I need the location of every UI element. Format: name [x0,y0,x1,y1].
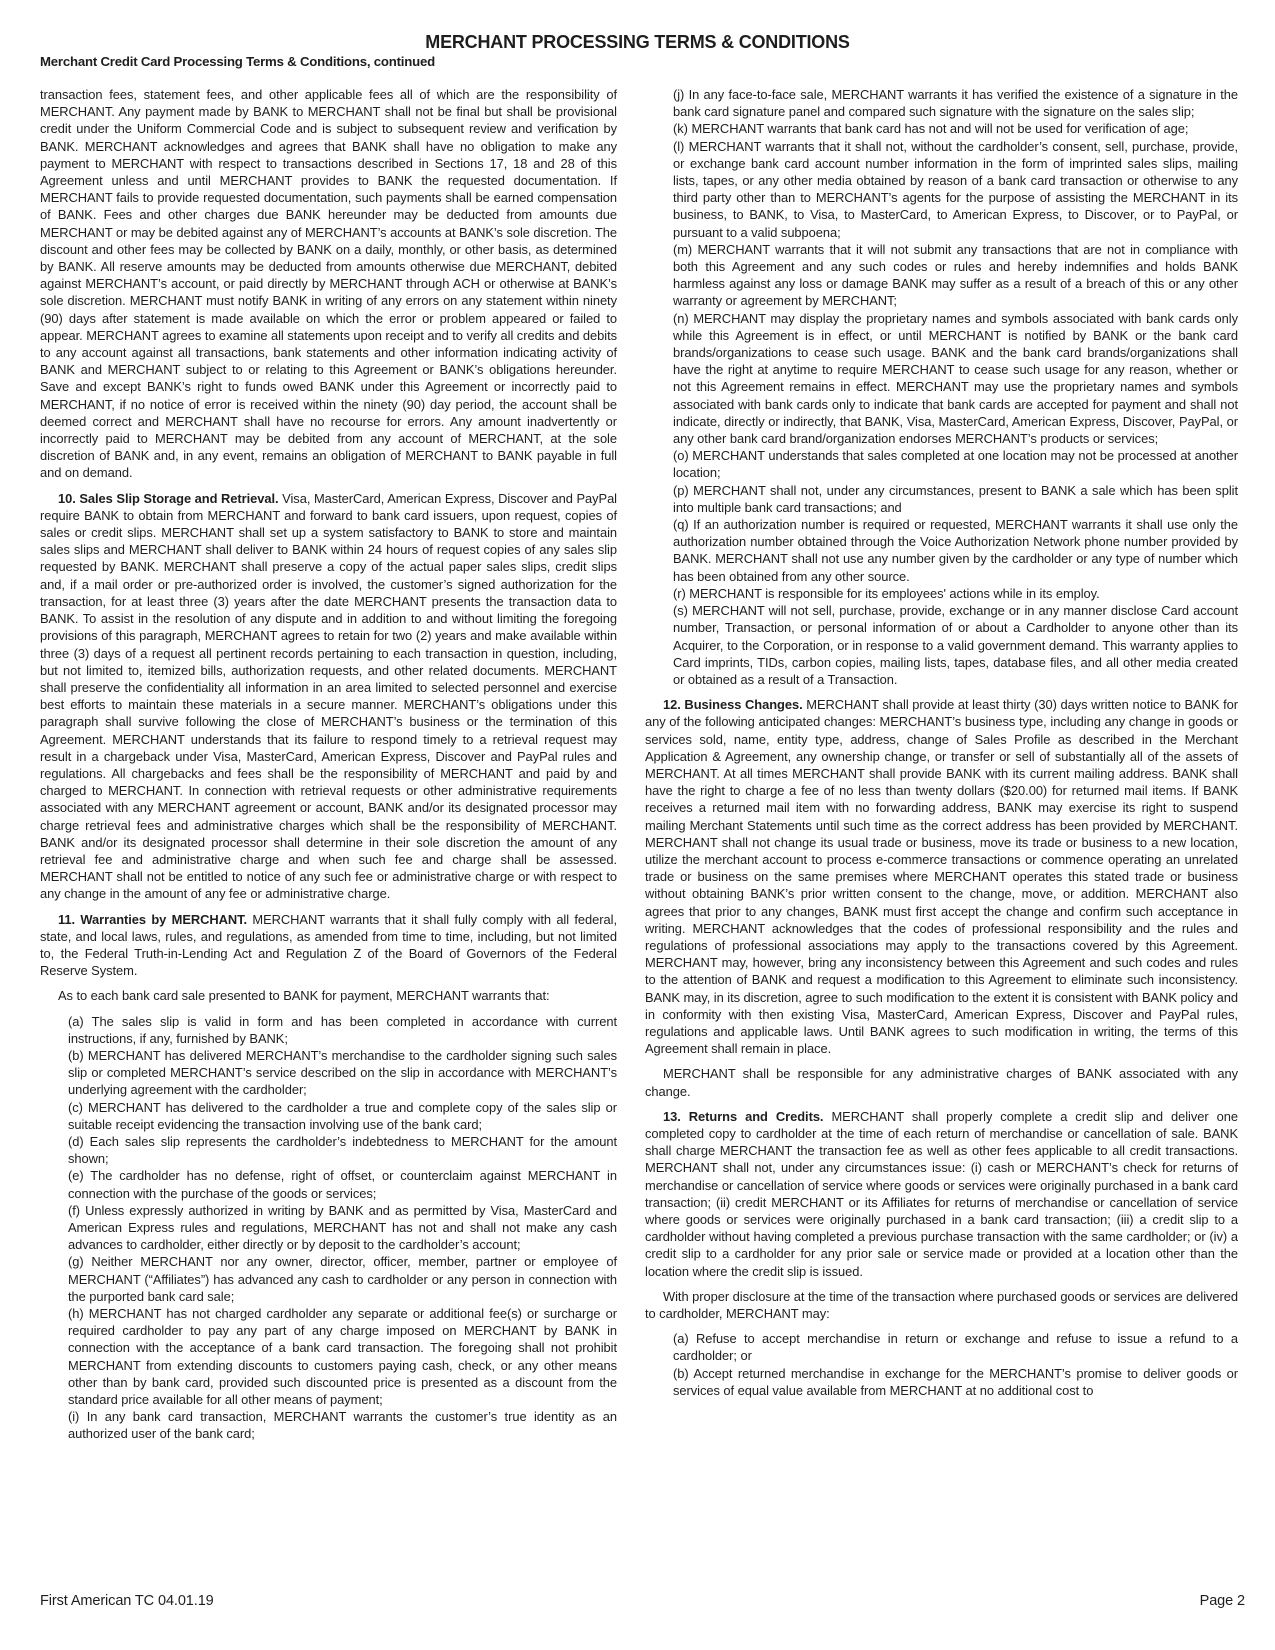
list-item-text: MERCHANT is responsible for its employees' actions while in its employ. [689,585,1100,601]
list-item-label: (m) [673,241,693,257]
list-item-b [68,1047,617,1099]
list-item-label: (f) [68,1202,81,1218]
list-item-label: (a) [68,1013,84,1029]
footer-doc-id: First American TC 04.01.19 [40,1593,214,1609]
list-item-label: (k) [673,121,688,137]
paragraph: As to each bank card sale presented to BANK for payment, MERCHANT warrants that: [58,988,550,1004]
list-item-e [68,1167,617,1201]
list-item-label: (l) [673,138,685,154]
list-item-label: (i) [68,1409,80,1425]
list-item-i [68,1408,617,1442]
list-item-label: (n) [673,310,689,326]
list-item-b [673,1365,1238,1399]
list-item-a [673,1330,1238,1364]
list-item-s [673,602,1238,688]
list-item-k [673,120,1238,137]
footer-page-number: Page 2 [1199,1593,1245,1609]
list-item-text: The cardholder has no defense, right of offset, or counterclaim against MERCHANT in connection with the purchase of the goods or services; [68,1168,617,1201]
left-column [40,86,617,1443]
section-text: MERCHANT shall provide at least thirty (30) days written notice to BANK for any of the following anticipated changes: MERCHANT’s business type, including any change in goods or services sold, name, entity type, address, change of Sales Profile as described in the Merchant Application & Agreement, any ownership change, or transfer or sell of substantially all of the assets of MERCHANT. At all times MERCHANT shall provide BANK with its current mailing address. BANK shall have the right to charge a fee of no less than twenty dollars ($20.00) for returned mail items. If BANK receives a returned mail item with no forwarding address, BANK may exercise its right to suspend mailing Merchant Statements until such time as the correct address has been provided by MERCHANT. MERCHANT shall not change its usual trade or business, move its trade or business to a new location, utilize the merchant account to process e-commerce transactions or commence operating an unrelated trade or business on the same premises where MERCHANT operates this stated trade or business without obtaining BANK’s prior written consent to the change, move, or addition. MERCHANT also agrees that prior to any changes, BANK must first accept the change and confirm such acceptance in writing. MERCHANT acknowledges that the codes of professional responsibility and the rules and regulations of professional associations may apply to the transactions covered by this Agreement. MERCHANT may, however, bring any inconsistency between this Agreement and such codes and rules to the attention of BANK and request a modification to this Agreement to eliminate such inconsistency. BANK may, in its discretion, agree to such modification to the extent it is consistent with BANK policy and in conformity with then existing Visa, MasterCard, American Express, Discover and PayPal rules, regulations and applicable laws. Until BANK agrees to such modification in writing, the terms of this Agreement shall remain in place. [645,697,1238,1057]
section-paragraph [645,696,1238,1057]
list-item-label: (j) [673,87,685,102]
section-paragraph [40,911,617,980]
list-item-text: Neither MERCHANT nor any owner, director, officer, member, partner or employee of MERCHANT (“Affiliates”) has advanced any cash to cardholder or any person in connection with the purported bank card sale; [68,1254,617,1304]
list-item-p [673,482,1238,516]
list-item-label: (r) [673,585,686,601]
list-item-text: MERCHANT warrants that bank card has not and will not be used for verification of age; [691,121,1189,137]
list-item-label: (h) [68,1306,84,1322]
section-text: Visa, MasterCard, American Express, Discover and PayPal require BANK to obtain from MERCHANT and forward to bank card issuers, upon request, copies of sales or credit slips. MERCHANT shall set up a system satisfactory to BANK to store and maintain sales slips and MERCHANT shall deliver to BANK within 24 hours of request copies of any sales slip requested by BANK. MERCHANT shall preserve a copy of the actual paper sales slips, credit slips and, if a mail order or pre-authorized order is involved, the customer’s signed authorization for the transaction, for at least three (3) years after the date MERCHANT presents the transaction data to BANK. To assist in the resolution of any dispute and in addition to and without limiting the foregoing provisions of this paragraph, MERCHANT agrees to retain for two (2) years and make available within three (3) days of a request all pertinent records pertaining to each transaction in question, including, but not limited to, itemized bills, authorization requests, and other related documents. MERCHANT shall preserve the confidentiality all information in an area limited to selected personnel and exercise best efforts to maintain these materials in a secure manner. MERCHANT’s obligations under this paragraph shall survive following the close of MERCHANT’s business or the termination of this Agreement. MERCHANT understands that its failure to respond timely to a retrieval request may result in a chargeback under Visa, MasterCard, American Express, Discover and PayPal rules and regulations. All chargebacks and fees shall be the responsibility of MERCHANT and paid by and charged to MERCHANT. In connection with retrieval requests or other administrative requirements associated with any MERCHANT agreement or account, BANK and/or its designated processor may charge retrieval fees and administrative charges which shall be the responsibility of MERCHANT. BANK and/or its designated processor shall determine in their sole discretion the amount of any retrieval fee and administrative charge and when such fee and charge shall be assessed. MERCHANT shall not be entitled to notice of any such fee or administrative charge or with respect to any change in the amount of any fee or administrative charge. [40,490,617,902]
section-paragraph [645,1108,1238,1280]
section-heading: 11. Warranties by MERCHANT. [58,911,248,927]
list-item-label: (b) [68,1047,84,1063]
list-item-label: (g) [68,1254,84,1270]
list-item-q [673,516,1238,585]
list-item-label: (c) [68,1099,83,1115]
list-item-text: The sales slip is valid in form and has been completed in accordance with current instructions, if any, furnished by BANK; [68,1013,617,1046]
list-item-r [673,585,1238,602]
list-item-label: (d) [68,1133,84,1149]
list-item-label: (q) [673,517,689,533]
list-item-a [68,1013,617,1047]
list-item-text: In any bank card transaction, MERCHANT warrants the customer’s true identity as an authorized user of the bank card; [68,1409,617,1442]
list-item-label: (b) [673,1365,689,1381]
list-item-m [673,241,1238,310]
section-text: MERCHANT warrants that it shall fully comply with all federal, state, and local laws, rules, and regulations, as amended from time to time, including, but not limited to, the Federal Truth-in-Lending Act and Regulation Z of the Board of Governors of the Federal Reserve System. [40,911,617,979]
paragraph: With proper disclosure at the time of the transaction where purchased goods or services are delivered to cardholder, MERCHANT may: [645,1288,1238,1322]
list-item-text: MERCHANT has delivered MERCHANT’s merchandise to the cardholder signing such sales slip or completed MERCHANT’s service described on the slip in accordance with MERCHANT’s underlying agreement with the cardholder; [68,1047,617,1098]
list-item-text: MERCHANT has delivered to the cardholder a true and complete copy of the sales slip or suitable receipt evidencing the transaction involving use of the bank card; [68,1099,617,1132]
list-item-g [68,1253,617,1305]
list-item-text: Unless expressly authorized in writing by BANK and as permitted by Visa, MasterCard and American Express rules and regulations, MERCHANT has not and shall not make any cash advances to cardholder, either directly or by deposit to the cardholder’s account; [68,1202,617,1253]
section-heading: 10. Sales Slip Storage and Retrieval. [58,490,279,506]
list-item-text: MERCHANT warrants that it shall not, without the cardholder’s consent, sell, purchase, provide, or exchange bank card account number information in the form of imprinted sales slips, mailing lists, tapes, or any other media obtained by reason of a bank card transaction or otherwise to any third party other than to MERCHANT’s agents for the purpose of assisting the MERCHANT in its business, to BANK, to Visa, to MasterCard, to American Express, to Discover, or to PayPal, or pursuant to a valid subpoena; [673,138,1238,240]
list-item-text: MERCHANT shall not, under any circumstances, present to BANK a sale which has been split into multiple bank card transactions; and [673,482,1238,515]
section-paragraph [40,490,617,903]
section-heading: 12. Business Changes. [663,697,803,713]
list-item-j [673,86,1238,120]
list-item-n [673,310,1238,448]
list-item-o [673,447,1238,481]
list-item-text: MERCHANT has not charged cardholder any separate or additional fee(s) or surcharge or required cardholder to pay any part of any charge imposed on MERCHANT by BANK in connection with the acceptance of a bank card transaction. The foregoing shall not prohibit MERCHANT from extending discounts to customers paying cash, check, or any other means other than by bank card, provided such discounted price is presented as a discount from the standard price available for all other means of payment; [68,1306,617,1408]
list-item-text: MERCHANT will not sell, purchase, provide, exchange or in any manner disclose Card account number, Transaction, or personal information of or about a Cardholder to anyone other than its Acquirer, to the Corporation, or in response to a valid government demand. This warranty applies to Card imprints, TIDs, carbon copies, mailing lists, tapes, database files, and all other media created or obtained as a result of a Transaction. [673,603,1238,687]
page-subtitle: Merchant Credit Card Processing Terms & Conditions, continued [40,54,435,69]
list-item-f [68,1202,617,1254]
list-item-c [68,1099,617,1133]
list-item-label: (e) [68,1168,84,1184]
list-item-text: MERCHANT may display the proprietary names and symbols associated with bank cards only while this Agreement is in effect, or until MERCHANT is notified by BANK or the bank card brands/organizations to cease such usage. BANK and the bank card brands/organizations shall have the right at anytime to require MERCHANT to cease such usage for any reason, whether or not this Agreement remains in effect. MERCHANT may use the proprietary names and symbols associated with bank cards only to indicate that bank cards are accepted for payment and shall not indicate, directly or indirectly, that BANK, Visa, MasterCard, American Express, Discover, PayPal, or any other bank card brand/organization endorses MERCHANT’s products or services; [673,310,1238,447]
list-item-label: (a) [673,1331,689,1347]
page-title: MERCHANT PROCESSING TERMS & CONDITIONS [425,32,850,52]
section-heading: 13. Returns and Credits. [663,1108,824,1124]
list-item-label: (p) [673,482,689,498]
list-item-text: Each sales slip represents the cardholder’s indebtedness to MERCHANT for the amount shown; [68,1133,617,1167]
list-item-label: (s) [673,603,688,619]
list-item-text: In any face-to-face sale, MERCHANT warrants it has verified the existence of a signature in the bank card signature panel and compared such signature with the signature on the sales slip; [673,87,1238,120]
paragraph: MERCHANT shall be responsible for any administrative charges of BANK associated with any change. [645,1066,1238,1099]
list-item-text: Refuse to accept merchandise in return or exchange and refuse to issue a refund to a cardholder; or [673,1331,1238,1364]
list-item-text: Accept returned merchandise in exchange for the MERCHANT’s promise to deliver goods or services of equal value available from MERCHANT at no additional cost to [673,1365,1238,1398]
section-text: MERCHANT shall properly complete a credit slip and deliver one completed copy to cardholder at the time of each return of merchandise or cancellation of sale. BANK shall charge MERCHANT the transaction fee as well as other fees applicable to all credit transactions. MERCHANT shall not, under any circumstances issue: (i) cash or MERCHANT’s check for returns of merchandise or cancellation of service where goods or services were originally purchased in a bank card transaction; (ii) credit MERCHANT or its Affiliates for returns of merchandise or cancellation of service where goods or services were originally purchased in a bank card transaction; (iii) a credit slip to a cardholder without having completed a previous purchase transaction with the same cardholder; or (iv) a credit slip to a cardholder for any prior sale or service made or provided at a location other than the location where the credit slip is issued. [645,1108,1238,1279]
list-item-h [68,1305,617,1408]
continuation-paragraph: transaction fees, statement fees, and other applicable fees all of which are the responsibility of MERCHANT. Any payment made by BANK to MERCHANT shall not be final but shall be provisional credit under the Uniform Commercial Code and is subject to subsequent review and verification by BANK. MERCHANT acknowledges and agrees that BANK shall have no obligation to make any payment to MERCHANT with respect to transactions described in Sections 17, 18 and 28 of this Agreement unless and until MERCHANT provides to BANK the requested documentation. If MERCHANT fails to provide requested documentation, such payments shall be earned compensation of BANK. Fees and other charges due BANK hereunder may be deducted from amounts due MERCHANT or may be debited against any of MERCHANT’s accounts at BANK’s sole discretion. The discount and other fees may be collected by BANK on a daily, monthly, or other basis, as determined by BANK. All reserve amounts may be deducted from amounts otherwise due MERCHANT, debited against MERCHANT’s account, or paid directly by MERCHANT through ACH or otherwise at BANK’s sole discretion. MERCHANT must notify BANK in writing of any errors on any statement within ninety (90) days after statement is made available on which the error or problem appeared or failed to appear. MERCHANT agrees to examine all statements upon receipt and to verify all credits and debits to any account against all transactions, bank statements and other information indicating activity of BANK and MERCHANT subject to or relating to this Agreement or BANK’s obligations hereunder. Save and except BANK’s right to funds owed BANK under this Agreement or incorrectly paid to MERCHANT, if no notice of error is received within the ninety (90) day period, the account shall be deemed correct and MERCHANT shall have no recourse for errors. Any amount inadvertently or incorrectly paid to MERCHANT may be debited from any account of MERCHANT, at the sole discretion of BANK and, in any event, remains an obligation of MERCHANT to BANK payable in full and on demand. [40,87,617,481]
list-item-text: MERCHANT warrants that it will not submit any transactions that are not in compliance with both this Agreement and any such codes or rules and hereby indemnifies and holds BANK harmless against any loss or damage BANK may suffer as a result of a breach of this or any other warranty or agreement by MERCHANT; [673,241,1238,309]
list-item-d [68,1133,617,1167]
list-item-label: (o) [673,448,689,464]
list-item-text: If an authorization number is required or requested, MERCHANT warrants it shall use only the authorization number obtained through the Voice Authorization Network phone number provided by BANK. MERCHANT shall not use any number given by the cardholder or any type of number which has been obtained from any other source. [673,517,1238,584]
list-item-l [673,138,1238,241]
right-column [645,86,1238,1399]
list-item-text: MERCHANT understands that sales completed at one location may not be processed at another location; [673,448,1238,481]
